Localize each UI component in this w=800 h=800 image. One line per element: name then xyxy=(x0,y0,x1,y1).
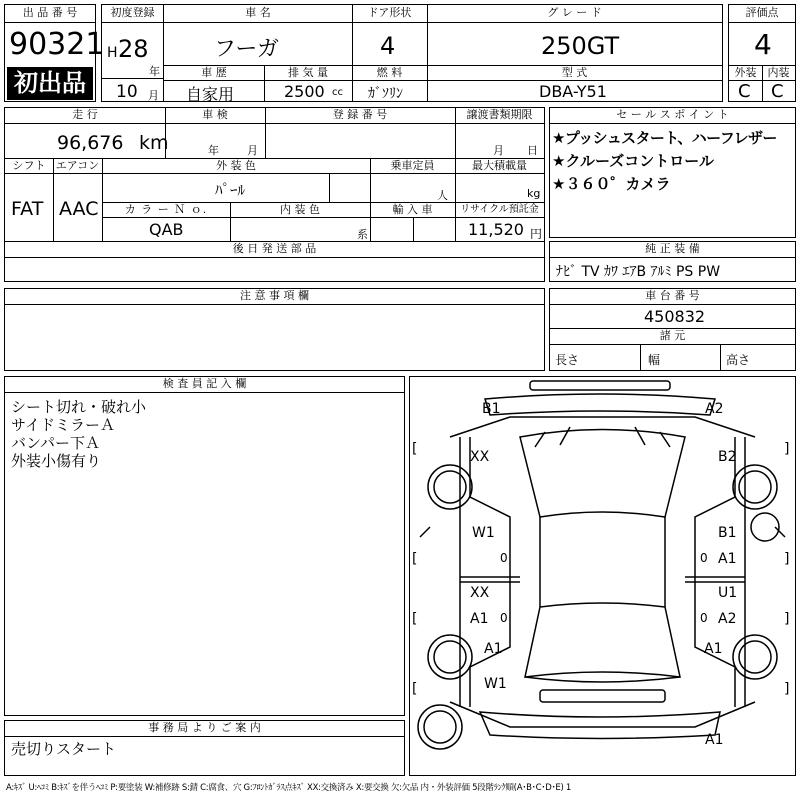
mark-w1-left-back: W1 xyxy=(484,676,507,692)
model-value: DBA-Y51 xyxy=(539,82,607,101)
recycle-value: 11,520 xyxy=(468,220,524,239)
mark-xx-left-rear: XX xyxy=(470,585,490,601)
mark-a1-right-door: A1 xyxy=(718,551,737,567)
interior-grade: C xyxy=(771,81,784,102)
aircon-header: エアコン xyxy=(55,159,100,172)
registration-number-header: 登 録 番 号 xyxy=(332,108,388,121)
mark-zero-1: 0 xyxy=(500,551,508,565)
doors-value: 4 xyxy=(380,32,396,60)
lot-header: 出 品 番 号 xyxy=(22,6,78,19)
history-value: 自家用 xyxy=(186,85,235,104)
inspection-month-unit: 月 xyxy=(247,144,258,157)
capacity-header: 乗車定員 xyxy=(390,159,435,172)
mark-a2-top: A2 xyxy=(705,401,724,417)
legend-text: A:ｷｽﾞ U:ﾍｺﾐ B:ｷｽﾞを伴うﾍｺﾐ P:要塗装 W:補修跡 S:錆 C:腐食、穴 G:ﾌﾛﾝﾄｶﾞﾗｽ点ｷｽﾞ XX:交換済み X:要交換 欠:欠品 内・外装評価 5段階ﾗﾝｸ順(A･B･C･D･E) 1 xyxy=(6,783,572,793)
model-header: 型 式 xyxy=(561,66,588,79)
inspection-header: 車 検 xyxy=(202,108,228,121)
displacement-header: 排 気 量 xyxy=(288,66,328,79)
office-message: 売切りスタート xyxy=(11,740,117,758)
score-value: 4 xyxy=(754,28,772,61)
color-number-header: カ ラ ー Ｎ ｏ. xyxy=(124,203,208,216)
max-load-header: 最大積載量 xyxy=(472,159,527,172)
bracket-left-3: [ xyxy=(412,611,418,627)
sales-point-1: ★プッシュスタート、ハーフレザー xyxy=(552,129,777,147)
first-listing-label: 初出品 xyxy=(14,69,86,97)
fuel-value: ｶﾞｿﾘﾝ xyxy=(368,86,403,102)
interior-grade-header: 内装 xyxy=(767,66,790,79)
inspector-section xyxy=(4,376,405,716)
sales-point-2: ★クルーズコントロール xyxy=(552,152,714,170)
first-registration xyxy=(101,4,164,102)
later-parts-header: 後 日 発 送 部 品 xyxy=(232,242,317,255)
mileage-header: 走 行 xyxy=(72,108,98,121)
mark-a1-right-quarter: A1 xyxy=(704,641,723,657)
spec-table xyxy=(163,4,723,102)
shift-value: FAT xyxy=(11,198,44,220)
notes-section xyxy=(4,288,545,371)
spec-height: 高さ xyxy=(726,353,751,367)
inspector-line-3: バンパー下Ａ xyxy=(11,434,100,452)
interior-color-unit: 系 xyxy=(357,228,368,241)
office-header: 事 務 局 よ り ご 案 内 xyxy=(148,721,261,734)
doors-header: ドア形状 xyxy=(367,6,412,19)
first-registration-header: 初度登録 xyxy=(110,6,155,19)
color-number-value: QAB xyxy=(149,220,184,239)
deadline-month-unit: 月 xyxy=(493,144,504,157)
chassis-section xyxy=(549,288,796,371)
month-unit: 月 xyxy=(148,89,159,102)
car-name: フーガ xyxy=(214,37,279,62)
lot-section xyxy=(4,4,105,102)
exterior-grade-header: 外装 xyxy=(734,66,757,79)
mark-zero-2: 0 xyxy=(700,551,708,565)
mark-b2-right-front: B2 xyxy=(718,449,737,465)
mark-xx-left-front: XX xyxy=(470,449,490,465)
mark-w1-left-door: W1 xyxy=(472,525,495,541)
car-outline-diagram xyxy=(410,377,795,775)
inspector-line-1: シート切れ・破れ小 xyxy=(11,398,147,416)
bracket-right-2: ] xyxy=(784,551,790,567)
detail-table xyxy=(4,107,545,282)
year-unit: 年 xyxy=(149,65,160,78)
interior-color-header: 内 装 色 xyxy=(280,203,320,216)
mark-zero-3: 0 xyxy=(500,611,508,625)
chassis-value: 450832 xyxy=(644,307,706,326)
transfer-deadline-header: 譲渡書類期限 xyxy=(466,108,533,121)
lot-number: 90321 xyxy=(9,27,105,62)
inspector-header: 検 査 員 記 入 欄 xyxy=(162,377,247,390)
registration-year: 28 xyxy=(118,35,149,63)
mileage-unit: km xyxy=(139,132,169,154)
bracket-left-1: [ xyxy=(412,441,418,457)
aircon-value: AAC xyxy=(59,198,99,220)
deadline-day-unit: 日 xyxy=(527,144,538,157)
office-section xyxy=(4,720,405,776)
spec-length: 長さ xyxy=(555,353,580,367)
mark-a1-left-quarter: A1 xyxy=(484,641,503,657)
max-load-unit: kg xyxy=(527,187,541,200)
mark-a1-left-rear: A1 xyxy=(470,611,489,627)
recycle-header: リサイクル預託金 xyxy=(460,204,539,215)
mark-u1-right-rear: U1 xyxy=(718,585,738,601)
equipment-value: ﾅﾋﾞ TV ｶﾜ ｴｱB ｱﾙﾐ PS PW xyxy=(556,264,721,280)
notes-header: 注 意 事 項 欄 xyxy=(240,289,309,302)
displacement-value: 2500 xyxy=(284,82,325,101)
sales-point-3: ★３６０゜カメラ xyxy=(552,175,671,193)
chassis-header: 車 台 番 号 xyxy=(645,289,700,302)
bracket-left-4: [ xyxy=(412,681,418,697)
mark-b1-top: B1 xyxy=(482,401,501,417)
score-section xyxy=(728,4,796,102)
bracket-right-4: ] xyxy=(784,681,790,697)
shift-header: シフト xyxy=(12,159,46,172)
mark-a2-right-rear: A2 xyxy=(718,611,737,627)
grade-header: グ レ ー ド xyxy=(547,6,602,19)
exterior-color-header: 外 装 色 xyxy=(216,159,256,172)
displacement-unit: cc xyxy=(332,87,343,98)
import-header: 輸 入 車 xyxy=(392,203,433,216)
specs-header: 諸 元 xyxy=(659,329,686,342)
damage-diagram xyxy=(409,376,796,776)
spec-width: 幅 xyxy=(648,353,661,367)
fuel-header: 燃 料 xyxy=(376,66,403,79)
exterior-color-value: ﾊﾟｰﾙ xyxy=(215,181,246,199)
mark-zero-4: 0 xyxy=(700,611,708,625)
bracket-right-3: ] xyxy=(784,611,790,627)
bracket-right-1: ] xyxy=(784,441,790,457)
first-listing-badge xyxy=(7,67,93,100)
car-name-header: 車 名 xyxy=(245,6,271,19)
sales-points xyxy=(549,107,796,238)
score-header: 評価点 xyxy=(745,6,779,19)
equipment-section xyxy=(549,241,796,282)
mileage-value: 96,676 xyxy=(57,132,124,154)
era-label: H xyxy=(107,45,118,61)
bracket-left-2: [ xyxy=(412,551,418,567)
inspection-year-unit: 年 xyxy=(208,144,219,157)
equipment-header: 純 正 装 備 xyxy=(645,242,700,255)
inspector-line-4: 外装小傷有り xyxy=(11,452,102,470)
sales-points-header: セ ー ル ス ポ イ ン ト xyxy=(616,108,729,121)
mark-b1-right-door: B1 xyxy=(718,525,737,541)
history-header: 車 歴 xyxy=(201,66,227,79)
mark-a1-bottom: A1 xyxy=(705,732,724,748)
capacity-unit: 人 xyxy=(437,189,448,202)
recycle-unit: 円 xyxy=(530,227,543,241)
registration-month: 10 xyxy=(116,82,138,102)
inspector-line-2: サイドミラーＡ xyxy=(11,416,115,434)
grade-value: 250GT xyxy=(541,32,620,60)
exterior-grade: C xyxy=(738,81,751,102)
